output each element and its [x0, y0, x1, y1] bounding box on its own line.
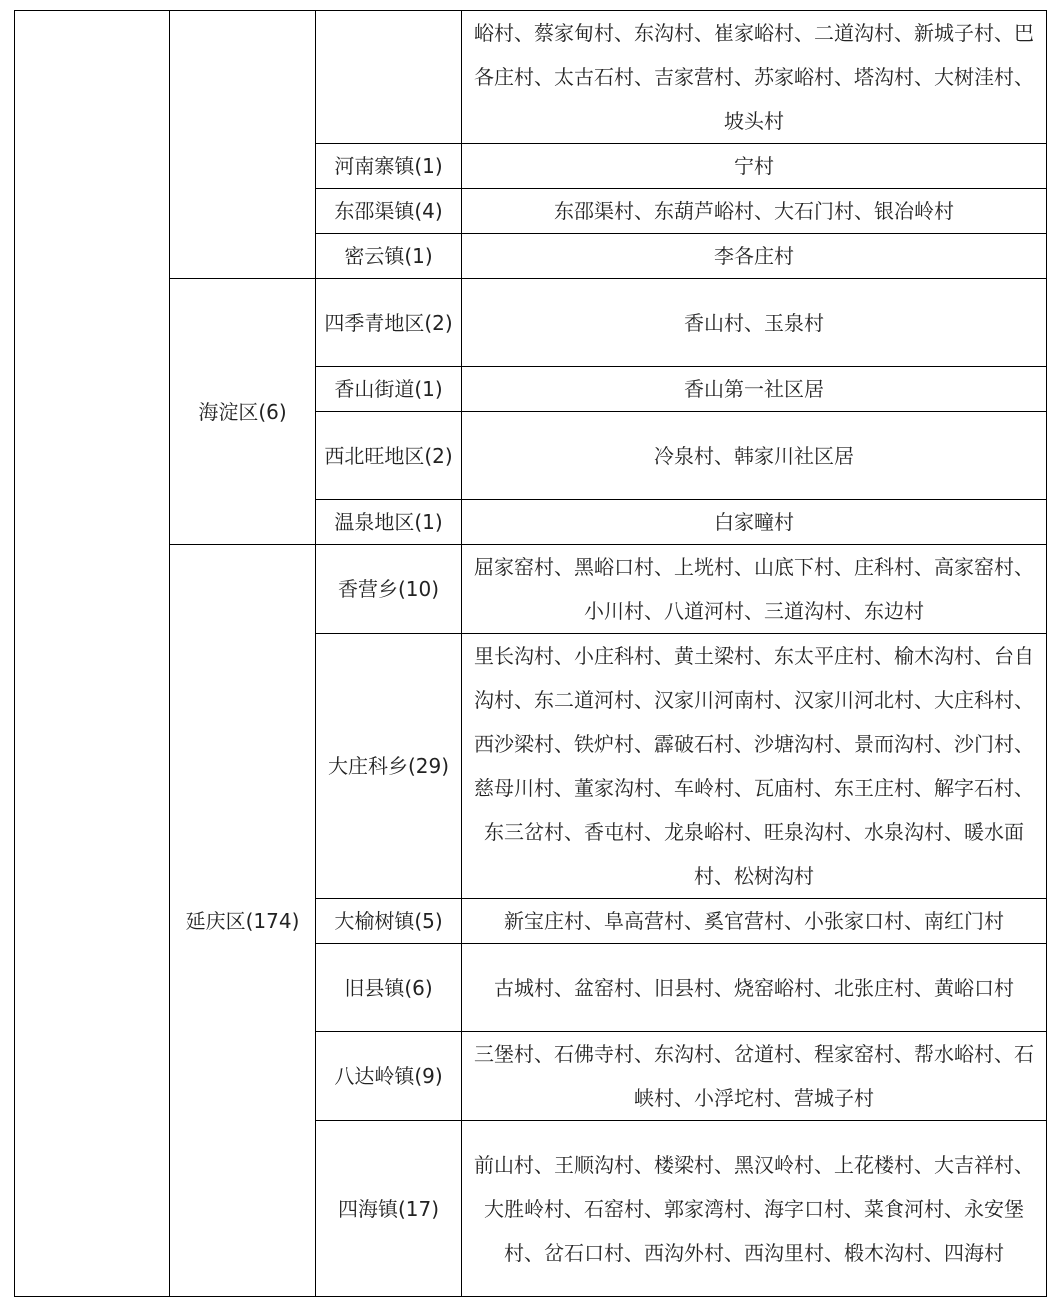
villages-cell: 古城村、盆窑村、旧县村、烧窑峪村、北张庄村、黄峪口村 — [462, 944, 1047, 1032]
villages-cell: 宁村 — [462, 144, 1047, 189]
town-cell: 西北旺地区(2) — [316, 412, 462, 500]
town-cell: 香营乡(10) — [316, 545, 462, 634]
town-cell: 香山街道(1) — [316, 367, 462, 412]
town-cell: 河南寨镇(1) — [316, 144, 462, 189]
city-cell — [15, 11, 170, 1297]
table-row — [15, 279, 1047, 367]
town-cell: 密云镇(1) — [316, 234, 462, 279]
district-cell — [170, 11, 316, 279]
village-list-table — [14, 10, 1047, 1297]
district-cell: 海淀区(6) — [170, 279, 316, 545]
villages-cell: 香山第一社区居 — [462, 367, 1047, 412]
table-row — [15, 545, 1047, 634]
villages-cell: 白家疃村 — [462, 500, 1047, 545]
villages-cell: 前山村、王顺沟村、楼梁村、黑汉岭村、上花楼村、大吉祥村、大胜岭村、石窑村、郭家湾村、海字口村、菜食河村、永安堡村、岔石口村、西沟外村、西沟里村、椴木沟村、四海村 — [462, 1121, 1047, 1297]
villages-cell: 屈家窑村、黑峪口村、上垙村、山底下村、庄科村、高家窑村、小川村、八道河村、三道沟村、东边村 — [462, 545, 1047, 634]
villages-cell: 东邵渠村、东葫芦峪村、大石门村、银冶岭村 — [462, 189, 1047, 234]
town-cell: 东邵渠镇(4) — [316, 189, 462, 234]
villages-cell: 李各庄村 — [462, 234, 1047, 279]
town-cell: 温泉地区(1) — [316, 500, 462, 545]
town-cell: 大庄科乡(29) — [316, 634, 462, 899]
town-cell: 四季青地区(2) — [316, 279, 462, 367]
table-row — [15, 11, 1047, 144]
town-cell: 旧县镇(6) — [316, 944, 462, 1032]
town-cell — [316, 11, 462, 144]
villages-cell: 冷泉村、韩家川社区居 — [462, 412, 1047, 500]
town-cell: 八达岭镇(9) — [316, 1032, 462, 1121]
villages-cell: 峪村、蔡家甸村、东沟村、崔家峪村、二道沟村、新城子村、巴各庄村、太古石村、吉家营村、苏家峪村、塔沟村、大树洼村、坡头村 — [462, 11, 1047, 144]
villages-cell: 三堡村、石佛寺村、东沟村、岔道村、程家窑村、帮水峪村、石峡村、小浮坨村、营城子村 — [462, 1032, 1047, 1121]
town-cell: 大榆树镇(5) — [316, 899, 462, 944]
district-cell: 延庆区(174) — [170, 545, 316, 1297]
villages-cell: 新宝庄村、阜高营村、奚官营村、小张家口村、南红门村 — [462, 899, 1047, 944]
villages-cell: 香山村、玉泉村 — [462, 279, 1047, 367]
town-cell: 四海镇(17) — [316, 1121, 462, 1297]
villages-cell: 里长沟村、小庄科村、黄土梁村、东太平庄村、榆木沟村、台自沟村、东二道河村、汉家川河南村、汉家川河北村、大庄科村、西沙梁村、铁炉村、霹破石村、沙塘沟村、景而沟村、沙门村、慈母川村、董家沟村、车岭村、瓦庙村、东王庄村、解字石村、东三岔村、香屯村、龙泉峪村、旺泉沟村、水泉沟村、暖水面村、松树沟村 — [462, 634, 1047, 899]
